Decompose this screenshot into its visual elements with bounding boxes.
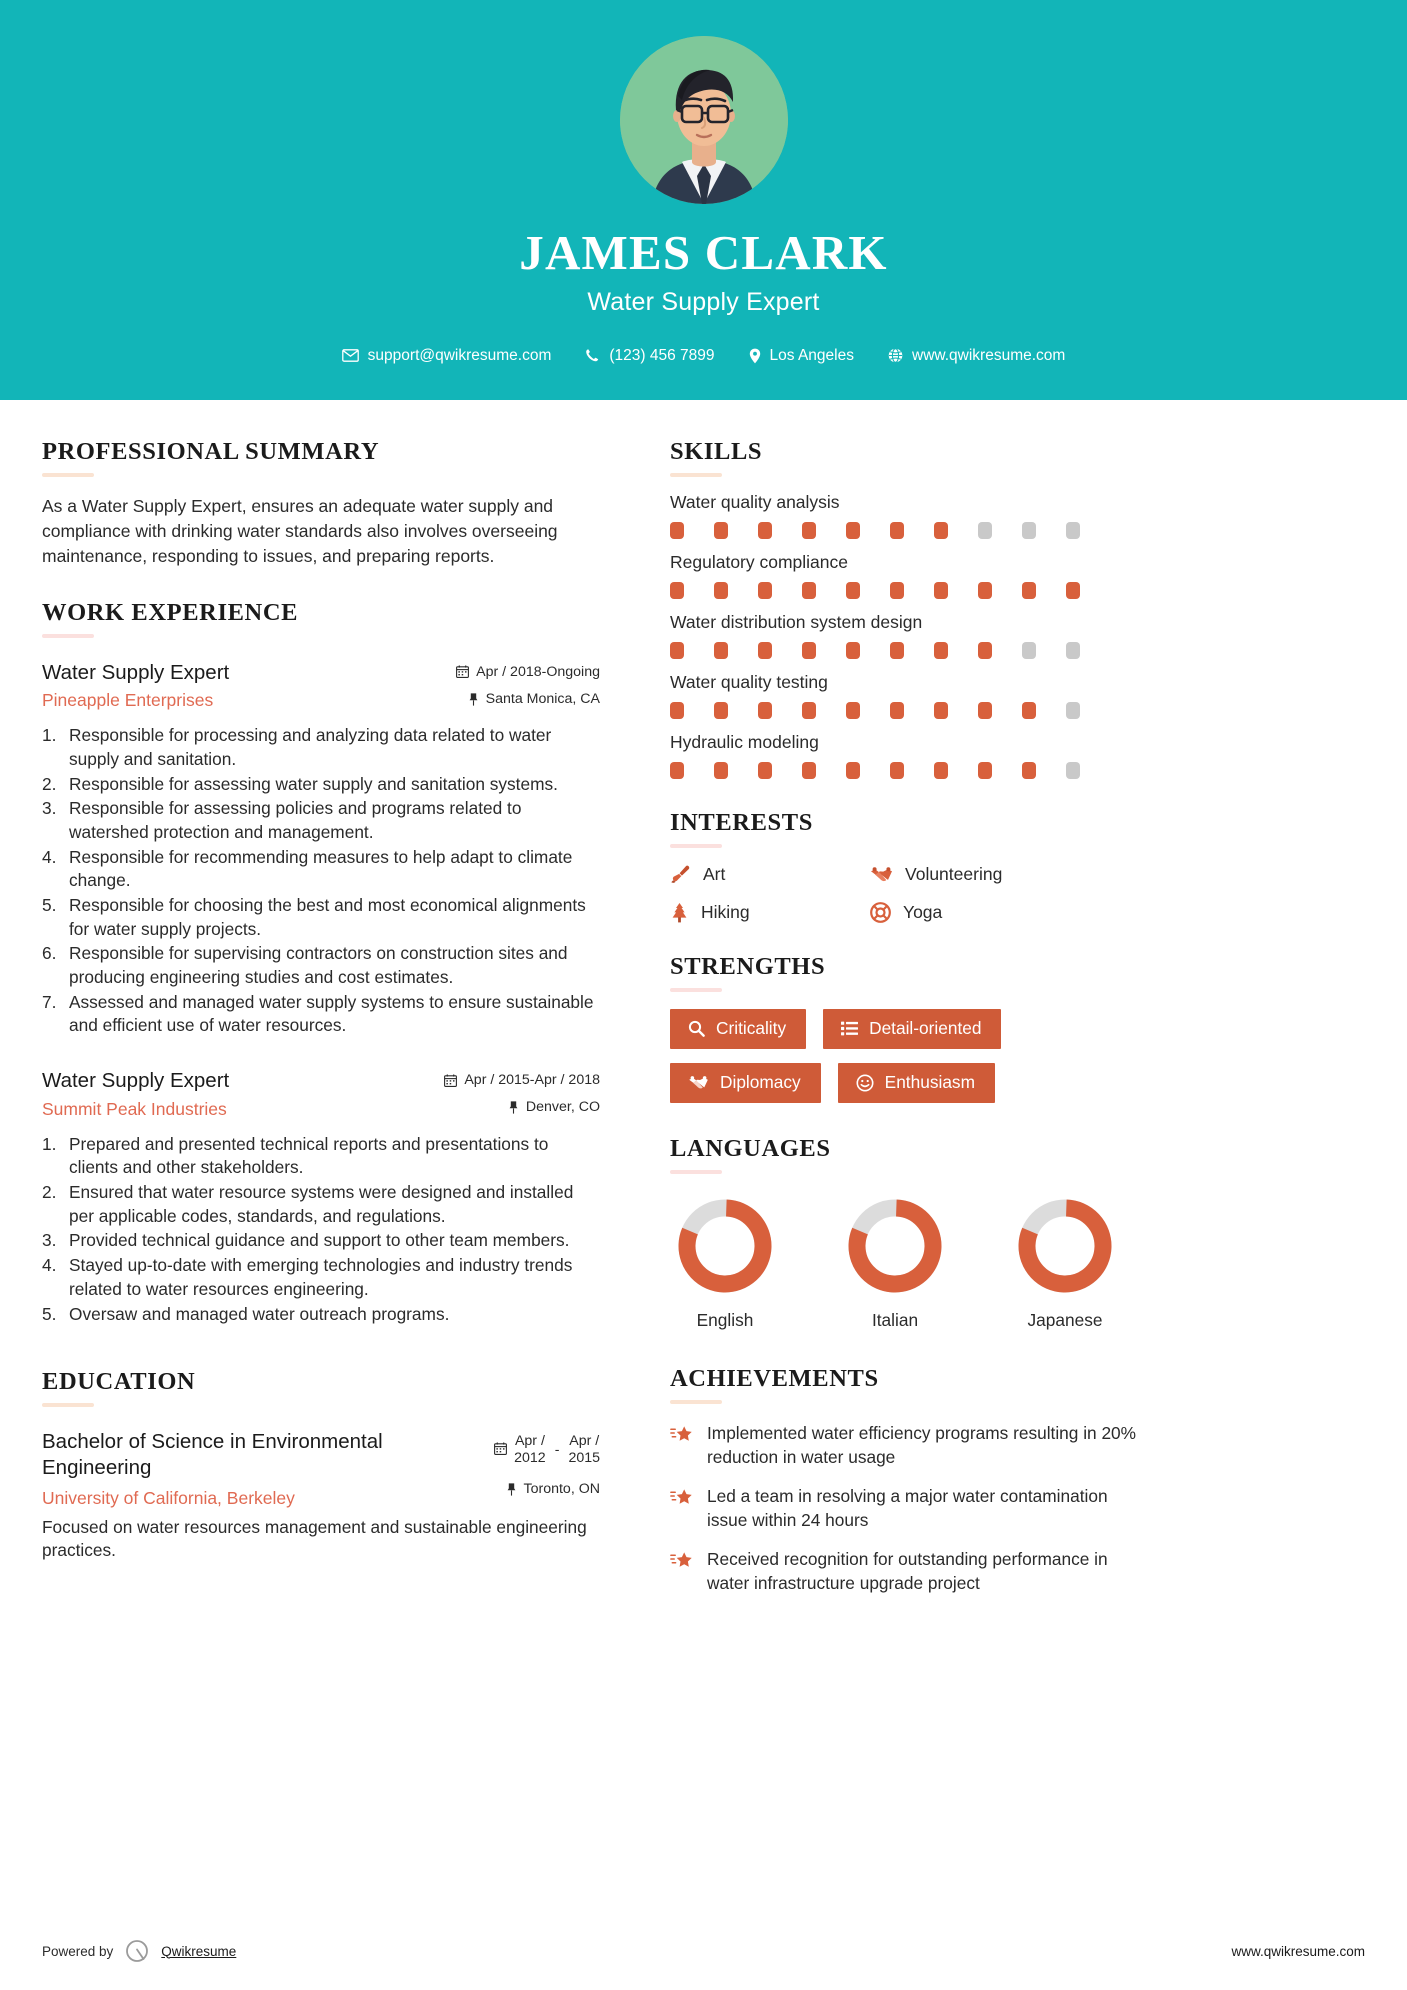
qwikresume-link[interactable]: Qwikresume [161, 1943, 237, 1959]
strength-chip-diplomacy [670, 1063, 821, 1103]
section-divider [670, 473, 722, 477]
languages-list [670, 1196, 1367, 1331]
work-bullet: Responsible for choosing the best and most economical alignments for water supply projects. [69, 894, 586, 939]
achievement-item [670, 1422, 1367, 1469]
contact-phone[interactable] [585, 347, 714, 365]
language-item [840, 1196, 950, 1331]
work-entry [42, 660, 600, 1039]
skills-list [670, 492, 1367, 779]
language-donut-chart [845, 1196, 945, 1296]
contact-row [0, 347, 1407, 365]
education-heading: EDUCATION [42, 1368, 196, 1396]
calendar-icon [494, 1442, 507, 1459]
skill-dot-filled [802, 582, 816, 599]
language-name: Japanese [1027, 1310, 1103, 1331]
resume-body [0, 400, 1407, 1611]
work-location-text: Santa Monica, CA [485, 690, 600, 707]
handshake-icon [870, 866, 893, 884]
work-bullet: Responsible for assessing water supply and sanitation systems. [69, 773, 558, 794]
interest-label: Volunteering [905, 864, 1003, 884]
skill-dot-filled [978, 702, 992, 719]
interest-label: Art [703, 864, 726, 884]
section-divider [670, 988, 722, 992]
resume-header [0, 0, 1407, 400]
page-title: JAMES CLARK [519, 225, 888, 280]
education-start-date: Apr / 2012 [514, 1433, 546, 1467]
tree-icon [670, 902, 689, 923]
language-donut-chart [675, 1196, 775, 1296]
skill-dot-filled [846, 762, 860, 779]
skill-dot-filled [934, 642, 948, 659]
interest-item [870, 902, 1367, 923]
contact-location-text: Los Angeles [769, 346, 854, 364]
section-strengths [670, 953, 1367, 1103]
skill-name: Water quality testing [670, 672, 828, 692]
skill-rating [670, 582, 1367, 599]
skill-dot-filled [802, 642, 816, 659]
skill-dot-filled [934, 762, 948, 779]
calendar-icon [456, 665, 469, 678]
skill-name: Hydraulic modeling [670, 732, 819, 752]
section-work-experience [42, 599, 600, 1327]
work-bullet: Responsible for recommending measures to help adapt to climate change. [69, 846, 573, 891]
section-divider [670, 1400, 722, 1404]
work-location-text: Denver, CO [525, 1099, 600, 1116]
work-organization: Pineapple Enterprises [42, 690, 214, 711]
right-column [640, 400, 1407, 1611]
language-item [1010, 1196, 1120, 1331]
skill-dot-filled [934, 582, 948, 599]
work-position: Water Supply Expert [42, 1069, 230, 1093]
footer-url: www.qwikresume.com [1231, 1943, 1365, 1959]
skill-name: Water quality analysis [670, 492, 840, 512]
skill-dot-filled [758, 582, 772, 599]
education-location-text: Toronto, ON [523, 1481, 600, 1498]
section-divider [670, 1170, 722, 1174]
skills-heading: SKILLS [670, 438, 763, 465]
contact-website-text: www.qwikresume.com [912, 346, 1066, 364]
skill-dot-filled [758, 762, 772, 779]
magnifier-icon [688, 1020, 705, 1037]
education-school: University of California, Berkeley [42, 1487, 295, 1508]
skill-name: Water distribution system design [670, 612, 923, 632]
skill-dot-filled [846, 522, 860, 539]
skill-dot-filled [1022, 702, 1036, 719]
skill-dot-filled [802, 762, 816, 779]
left-column [0, 400, 640, 1611]
work-bullet: Responsible for processing and analyzing data related to water supply and sanitation. [69, 725, 552, 769]
work-location [456, 691, 600, 707]
languages-heading: LANGUAGES [670, 1135, 831, 1163]
skill-dot-empty [1022, 522, 1036, 539]
skill-rating [670, 762, 1367, 779]
section-languages [670, 1135, 1367, 1331]
job-title: Water Supply Expert [587, 287, 820, 316]
calendar-icon [444, 1074, 457, 1087]
skill-name: Regulatory compliance [670, 552, 849, 572]
work-dates-text: Apr / 2015-Apr / 2018 [464, 1072, 600, 1089]
smiley-icon [856, 1074, 874, 1092]
shooting-star-icon [670, 1422, 693, 1445]
work-entry [42, 1068, 600, 1326]
pin-icon [506, 1482, 517, 1496]
skill-dot-empty [1066, 762, 1080, 779]
section-divider [42, 634, 94, 638]
skill-rating [670, 522, 1367, 539]
skill-dot-filled [714, 762, 728, 779]
achievement-item [670, 1548, 1367, 1595]
skill-item [670, 672, 1367, 719]
powered-by-label: Powered by [42, 1943, 114, 1959]
pin-icon [508, 1100, 519, 1114]
skill-dot-filled [670, 762, 684, 779]
skill-dot-filled [890, 642, 904, 659]
summary-text: As a Water Supply Expert, ensures an adequate water supply and compliance with drinking water standards also involves overseeing maintenance, responding to issues, and preparing reports. [42, 496, 558, 566]
date-separator: - [554, 1442, 560, 1459]
skill-dot-filled [802, 702, 816, 719]
skill-dot-filled [890, 582, 904, 599]
skill-dot-filled [846, 702, 860, 719]
skill-dot-filled [802, 522, 816, 539]
work-dates-text: Apr / 2018-Ongoing [476, 663, 600, 680]
skill-dot-filled [846, 582, 860, 599]
skill-rating [670, 702, 1367, 719]
skill-dot-filled [670, 642, 684, 659]
contact-website[interactable] [888, 347, 1065, 365]
achievement-item [670, 1485, 1367, 1532]
skill-dot-filled [890, 702, 904, 719]
education-degree: Bachelor of Science in Environmental Engineering [42, 1430, 383, 1480]
powered-by [42, 1938, 236, 1964]
skill-dot-filled [890, 762, 904, 779]
skill-dot-filled [978, 582, 992, 599]
work-position: Water Supply Expert [42, 660, 230, 684]
language-name: English [696, 1310, 754, 1331]
interest-item [670, 864, 870, 885]
section-divider [42, 473, 94, 477]
strengths-heading: STRENGTHS [670, 953, 826, 980]
skill-dot-empty [1066, 702, 1080, 719]
skill-dot-filled [1066, 582, 1080, 599]
skill-dot-filled [1022, 762, 1036, 779]
strength-label: Enthusiasm [884, 1072, 975, 1093]
section-divider [670, 844, 722, 848]
paintbrush-icon [670, 864, 691, 885]
envelope-icon [342, 349, 359, 362]
skill-dot-filled [714, 642, 728, 659]
skill-dot-filled [670, 522, 684, 539]
page-footer [0, 1912, 1407, 1990]
work-bullet: Responsible for assessing policies and programs related to watershed protection and management. [69, 798, 522, 842]
shooting-star-icon [670, 1485, 693, 1508]
skill-dot-filled [890, 522, 904, 539]
interests-heading: INTERESTS [670, 809, 813, 836]
skill-dot-filled [670, 702, 684, 719]
skill-item [670, 732, 1367, 779]
skill-dot-filled [758, 522, 772, 539]
skill-dot-filled [714, 582, 728, 599]
section-achievements [670, 1365, 1367, 1595]
work-bullets [42, 724, 600, 1038]
list-icon [841, 1021, 858, 1036]
work-heading: WORK EXPERIENCE [42, 598, 299, 626]
phone-icon [585, 348, 600, 363]
skill-dot-filled [978, 762, 992, 779]
section-professional-summary [42, 438, 600, 569]
skill-dot-filled [934, 522, 948, 539]
education-end-date: Apr / 2015 [568, 1433, 600, 1467]
work-bullet: Assessed and managed water supply systems to ensure sustainable and efficient use of water resources. [69, 991, 594, 1036]
skill-dot-empty [1066, 642, 1080, 659]
work-dates [444, 1072, 600, 1088]
interest-item [870, 864, 1367, 885]
strength-chip-enthusiasm [838, 1063, 995, 1103]
work-bullet: Prepared and presented technical reports and presentations to clients and other stakeholders. [69, 1133, 549, 1178]
skill-dot-filled [1022, 582, 1036, 599]
shooting-star-icon [670, 1548, 693, 1571]
pin-icon [468, 692, 479, 706]
achievement-text: Implemented water efficiency programs resulting in 20% reduction in water usage [707, 1423, 1137, 1467]
strength-label: Criticality [716, 1018, 787, 1038]
handshake-icon [688, 1075, 709, 1091]
achievement-text: Received recognition for outstanding performance in water infrastructure upgrade project [707, 1549, 1108, 1593]
work-bullets [42, 1133, 600, 1327]
education-description: Focused on water resources management and sustainable engineering practices. [42, 1516, 587, 1561]
globe-icon [888, 348, 903, 363]
skill-rating [670, 642, 1367, 659]
skill-dot-empty [978, 522, 992, 539]
skill-dot-filled [846, 642, 860, 659]
interests-grid [670, 864, 1367, 923]
work-bullet: Provided technical guidance and support to other team members. [69, 1230, 570, 1251]
work-bullet: Ensured that water resource systems were designed and installed per applicable codes, standards, and regulations. [69, 1182, 574, 1226]
skill-dot-filled [758, 642, 772, 659]
contact-email-text: support@qwikresume.com [367, 346, 552, 364]
map-pin-icon [749, 348, 761, 364]
interest-label: Hiking [701, 902, 750, 922]
interest-item [670, 902, 870, 923]
skill-dot-filled [714, 702, 728, 719]
strength-chip-criticality [670, 1009, 806, 1049]
summary-heading: PROFESSIONAL SUMMARY [42, 438, 380, 465]
strengths-list [670, 1009, 1100, 1103]
work-organization: Summit Peak Industries [42, 1098, 227, 1119]
work-location [444, 1099, 600, 1115]
section-education [42, 1368, 600, 1563]
education-dates [494, 1433, 600, 1467]
skill-dot-empty [1066, 522, 1080, 539]
contact-email[interactable] [342, 347, 552, 365]
qwikresume-logo-icon [124, 1938, 150, 1964]
contact-phone-text: (123) 456 7899 [609, 346, 715, 364]
section-interests [670, 809, 1367, 923]
skill-item [670, 492, 1367, 539]
work-bullet: Stayed up-to-date with emerging technologies and industry trends related to water resources engineering. [69, 1255, 573, 1299]
language-donut-chart [1015, 1196, 1115, 1296]
skill-item [670, 612, 1367, 659]
skill-dot-filled [670, 582, 684, 599]
language-item [670, 1196, 780, 1331]
achievement-text: Led a team in resolving a major water contamination issue within 24 hours [707, 1486, 1108, 1530]
skill-dot-filled [714, 522, 728, 539]
lifering-icon [870, 902, 891, 923]
skill-dot-filled [934, 702, 948, 719]
strength-label: Diplomacy [720, 1072, 801, 1093]
interest-label: Yoga [903, 902, 943, 922]
skill-item [670, 552, 1367, 599]
work-bullet: Oversaw and managed water outreach programs. [69, 1303, 450, 1324]
language-name: Italian [871, 1310, 919, 1331]
work-dates [456, 664, 600, 680]
achievements-list [670, 1422, 1367, 1595]
achievements-heading: ACHIEVEMENTS [670, 1365, 879, 1393]
education-location [494, 1481, 600, 1497]
skill-dot-filled [758, 702, 772, 719]
work-bullet: Responsible for supervising contractors on construction sites and producing engineering studies and cost estimates. [69, 943, 568, 988]
strength-label: Detail-oriented [869, 1018, 982, 1038]
section-divider [42, 1403, 94, 1407]
education-entry [42, 1429, 600, 1563]
section-skills [670, 438, 1367, 779]
avatar [620, 36, 788, 204]
skill-dot-empty [1022, 642, 1036, 659]
skill-dot-filled [978, 642, 992, 659]
strength-chip-detail-oriented [823, 1009, 1001, 1049]
contact-location [749, 347, 854, 365]
